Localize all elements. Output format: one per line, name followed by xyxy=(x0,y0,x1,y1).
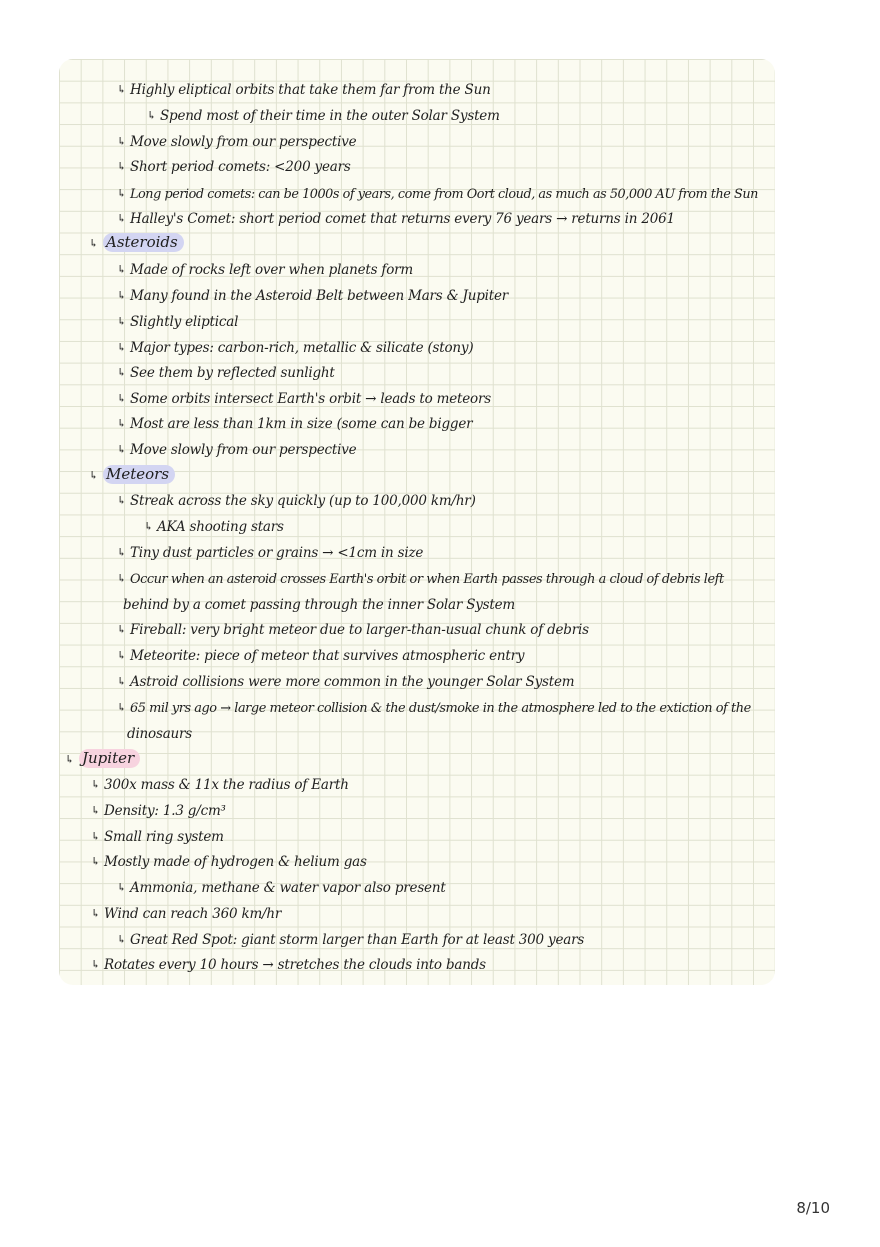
arrow-icon: ↳ xyxy=(117,135,127,148)
arrow-icon: ↳ xyxy=(117,443,127,456)
note-line: ↳ Move slowly from our perspective xyxy=(117,134,357,150)
note-line: ↳ Small ring system xyxy=(91,829,224,845)
arrow-icon: ↳ xyxy=(117,546,127,559)
arrow-icon: ↳ xyxy=(117,494,127,507)
note-line: ↳ Major types: carbon-rich, metallic & silicate (stony) xyxy=(117,340,474,356)
note-line: ↳ Fireball: very bright meteor due to larger-than-usual chunk of debris xyxy=(117,622,589,638)
arrow-icon: ↳ xyxy=(117,341,127,354)
note-line: ↳ Spend most of their time in the outer Solar System xyxy=(147,108,500,124)
note-line: ↳ 300x mass & 11x the radius of Earth xyxy=(91,777,349,793)
note-line: ↳ AKA shooting stars xyxy=(144,519,284,535)
arrow-icon: ↳ xyxy=(117,212,127,225)
arrow-icon: ↳ xyxy=(117,572,126,585)
arrow-icon: ↳ xyxy=(89,237,99,250)
arrow-icon: ↳ xyxy=(91,778,101,791)
arrow-icon: ↳ xyxy=(117,315,127,328)
arrow-icon: ↳ xyxy=(117,263,127,276)
note-line: ↳ Ammonia, methane & water vapor also present xyxy=(117,880,446,896)
notes-sheet xyxy=(59,59,775,985)
arrow-icon: ↳ xyxy=(117,933,127,946)
arrow-icon: ↳ xyxy=(117,289,127,302)
arrow-icon: ↳ xyxy=(117,623,127,636)
note-line: ↳ 65 mil yrs ago → large meteor collision & the dust/smoke in the atmosphere led to the extiction of the xyxy=(117,701,751,716)
note-line: ↳ Some orbits intersect Earth's orbit → leads to meteors xyxy=(117,391,491,407)
note-line: ↳ Slightly eliptical xyxy=(117,314,239,330)
note-line: dinosaurs xyxy=(127,726,193,742)
arrow-icon: ↳ xyxy=(117,701,126,714)
note-line: ↳ Halley's Comet: short period comet that returns every 76 years → returns in 2061 xyxy=(117,211,675,227)
note-line: ↳ Made of rocks left over when planets form xyxy=(117,262,413,278)
arrow-icon: ↳ xyxy=(89,469,99,482)
arrow-icon: ↳ xyxy=(117,649,127,662)
note-line: ↳ Highly eliptical orbits that take them far from the Sun xyxy=(117,82,491,98)
arrow-icon: ↳ xyxy=(91,804,101,817)
arrow-icon: ↳ xyxy=(117,881,127,894)
arrow-icon: ↳ xyxy=(117,160,127,173)
arrow-icon: ↳ xyxy=(65,753,75,766)
arrow-icon: ↳ xyxy=(117,187,126,200)
arrow-icon: ↳ xyxy=(117,417,127,430)
arrow-icon: ↳ xyxy=(117,675,127,688)
note-line: ↳ Streak across the sky quickly (up to 100,000 km/hr) xyxy=(117,493,476,509)
arrow-icon: ↳ xyxy=(144,520,154,533)
note-line: ↳ Rotates every 10 hours → stretches the clouds into bands xyxy=(91,957,486,973)
heading-asteroids xyxy=(89,232,184,252)
page-number: 8/10 xyxy=(796,1199,830,1217)
note-line: ↳ Astroid collisions were more common in the younger Solar System xyxy=(117,674,575,690)
note-line: ↳ Mostly made of hydrogen & helium gas xyxy=(91,854,367,870)
note-line: ↳ See them by reflected sunlight xyxy=(117,365,335,381)
meteors-title: Meteors xyxy=(103,465,175,484)
heading-jupiter xyxy=(65,748,140,768)
note-line: ↳ Density: 1.3 g/cm³ xyxy=(91,803,226,819)
arrow-icon: ↳ xyxy=(147,109,157,122)
arrow-icon: ↳ xyxy=(91,830,101,843)
arrow-icon: ↳ xyxy=(117,83,127,96)
note-line: ↳ Tiny dust particles or grains → <1cm in size xyxy=(117,545,424,561)
arrow-icon: ↳ xyxy=(91,958,101,971)
note-line: ↳ Many found in the Asteroid Belt between Mars & Jupiter xyxy=(117,288,509,304)
note-line: ↳ Occur when an asteroid crosses Earth's orbit or when Earth passes through a cloud of debris left xyxy=(117,572,724,587)
note-line: ↳ Long period comets: can be 1000s of years, come from Oort cloud, as much as 50,000 AU from the Sun xyxy=(117,187,758,202)
arrow-icon: ↳ xyxy=(91,855,101,868)
note-line: ↳ Wind can reach 360 km/hr xyxy=(91,906,282,922)
note-line: ↳ Most are less than 1km in size (some can be bigger xyxy=(117,416,473,432)
heading-meteors xyxy=(89,464,175,484)
arrow-icon: ↳ xyxy=(117,392,127,405)
asteroids-title: Asteroids xyxy=(103,233,184,252)
note-line: ↳ Move slowly from our perspective xyxy=(117,442,357,458)
arrow-icon: ↳ xyxy=(117,366,127,379)
jupiter-title: Jupiter xyxy=(79,749,140,768)
arrow-icon: ↳ xyxy=(91,907,101,920)
note-line: ↳ Short period comets: <200 years xyxy=(117,159,351,175)
note-line: ↳ Meteorite: piece of meteor that survives atmospheric entry xyxy=(117,648,525,664)
note-line: ↳ Great Red Spot: giant storm larger than Earth for at least 300 years xyxy=(117,932,585,948)
note-line: behind by a comet passing through the inner Solar System xyxy=(123,597,516,613)
